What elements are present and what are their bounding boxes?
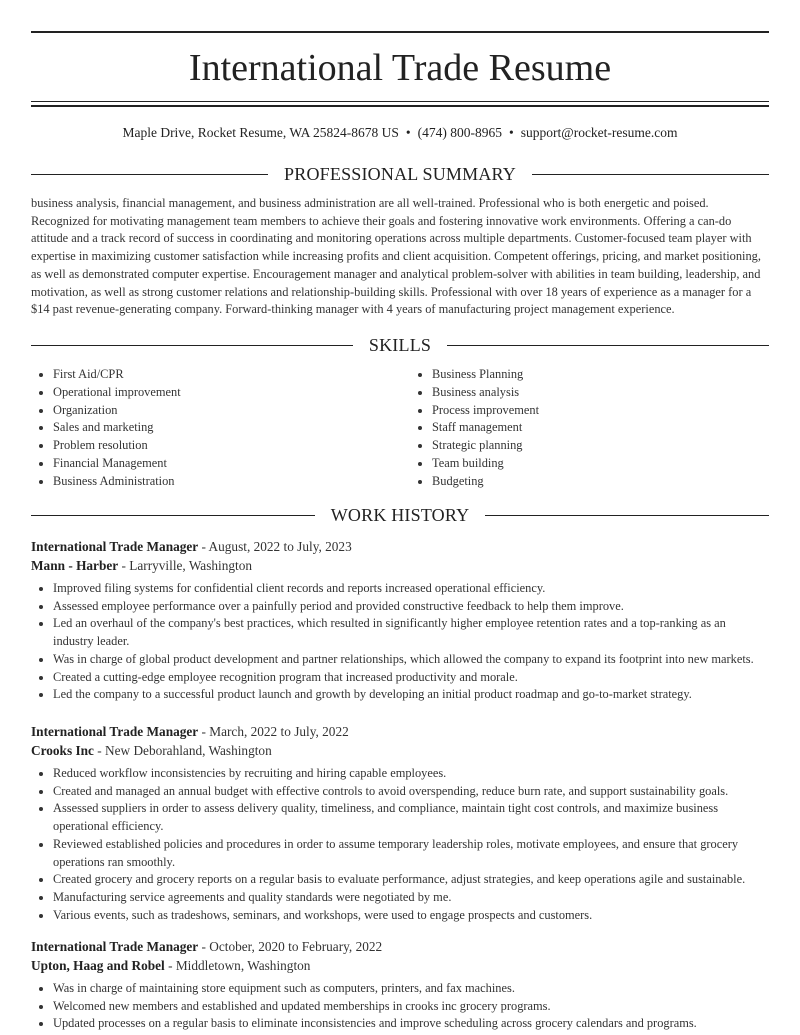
heading-rule-right [532,174,769,175]
skills-columns [31,366,769,491]
job-bullet: • Led an overhaul of the company's best practices, which resulted in significantly higher employee retention rates and a top-ranking as an industry leader. [53,615,769,650]
job-title: International Trade Manager [31,939,199,954]
job-company: Upton, Haag and Robel [31,958,165,973]
job-entry [31,537,769,704]
job-bullet: • Created a cutting-edge employee recognition program that increased productivity and morale. [53,669,769,687]
job-title-line [31,537,769,556]
skill-item: • Process improvement [432,402,769,420]
skill-item: • Operational improvement [53,384,390,402]
section-heading-summary [31,163,769,185]
skill-item: • Business Administration [53,473,390,491]
job-dates: - March, 2022 to July, 2022 [198,724,349,739]
job-company: Crooks Inc [31,743,94,758]
job-company-line [31,741,769,760]
skill-item: • Organization [53,402,390,420]
skills-list-right [390,366,769,491]
contact-line [31,124,769,142]
job-company: Mann - Harber [31,558,119,573]
skill-item: • Problem resolution [53,437,390,455]
skill-item: • Business analysis [432,384,769,402]
skill-item: • Sales and marketing [53,419,390,437]
job-bullet: • Created grocery and grocery reports on a regular basis to evaluate performance, adjust strategies, and keep operations agile and sustainable. [53,871,769,889]
skills-list-left [31,366,390,491]
job-bullet: • Improved filing systems for confidential client records and reports increased operational efficiency. [53,580,769,598]
job-title-line [31,937,769,956]
top-rule [31,31,769,33]
job-dates: - October, 2020 to February, 2022 [198,939,383,954]
contact-separator: • [509,125,514,140]
summary-paragraph: business analysis, financial management, and business administration are all well-trained. Professional who is both energetic and poised. Recognized for motivating management team members to achieve their goals and fostering innovative work environments. Offering a can-do attitude and a track record of success in coordinating and monitoring operations across multiple departments. Customer-focused team player with expertise in maximizing customer satisfaction while increasing profits and client acquisition. Competent offerings, pricing, and market positioning, as well as demonstrated computer expertise. Encouragement manager and analytical problem-solver with abilities in team building, leadership, and motivation, as well as strong customer relations and relationship-building skills. Professional with over 18 years of experience as a manager for a $14 past revenue-generating company. Forward-thinking manager with 4 years of manufacturing project management experience. [31,196,761,317]
job-bullet: • Assessed suppliers in order to assess delivery quality, timeliness, and compliance, maintain tight cost controls, and maximize business operational efficiency. [53,800,769,835]
section-title: SKILLS [368,335,432,355]
job-bullet: • Was in charge of global product development and partner relationships, which allowed the company to expand its footprint into new markets. [53,651,769,669]
job-location: - Middletown, Washington [164,958,311,973]
skill-item: • Budgeting [432,473,769,491]
job-bullets [31,765,769,924]
resume-title: International Trade Resume [188,47,612,89]
skill-item: • Business Planning [432,366,769,384]
job-bullet: • Various events, such as tradeshows, seminars, and workshops, were used to engage prospects and customers. [53,907,769,925]
section-title: WORK HISTORY [330,505,470,525]
job-company-line [31,556,769,575]
heading-rule-left [31,515,315,516]
title-rule-thick [31,105,769,107]
skill-item: • First Aid/CPR [53,366,390,384]
job-bullets [31,580,769,704]
contact-phone: (474) 800-8965 [417,125,503,140]
heading-rule-left [31,345,353,346]
job-company-line [31,956,769,975]
job-bullet: • Was in charge of maintaining store equipment such as computers, printers, and fax machines. [53,980,769,998]
job-bullets [31,980,769,1033]
job-title: International Trade Manager [31,724,199,739]
contact-email: support@rocket-resume.com [520,125,678,140]
job-location: - New Deborahland, Washington [93,743,272,758]
title-rule-thin [31,101,769,102]
job-bullet: • Welcomed new members and established and updated memberships in crooks inc grocery programs. [53,998,769,1016]
skill-item: • Team building [432,455,769,473]
skill-item: • Staff management [432,419,769,437]
skill-item: • Financial Management [53,455,390,473]
heading-rule-left [31,174,268,175]
job-location: - Larryville, Washington [118,558,253,573]
job-dates: - August, 2022 to July, 2023 [198,539,352,554]
job-title-line [31,722,769,741]
job-bullet: • Created and managed an annual budget with effective controls to avoid overspending, reduce burn rate, and support sustainability goals. [53,783,769,801]
section-heading-skills [31,334,769,356]
job-title: International Trade Manager [31,539,199,554]
job-entry [31,722,769,924]
heading-rule-right [485,515,769,516]
contact-address: Maple Drive, Rocket Resume, WA 25824-8678 US [122,125,399,140]
job-bullet: • Assessed employee performance over a painfully period and provided constructive feedback to help them improve. [53,598,769,616]
job-bullet: • Reduced workflow inconsistencies by recruiting and hiring capable employees. [53,765,769,783]
section-title: PROFESSIONAL SUMMARY [284,164,516,184]
job-entry [31,937,769,1033]
job-bullet: • Updated processes on a regular basis to eliminate inconsistencies and improve scheduling across grocery calendars and programs. [53,1015,769,1033]
heading-rule-right [447,345,769,346]
job-bullet: • Led the company to a successful product launch and growth by developing an initial product roadmap and go-to-market strategy. [53,686,769,704]
skill-item: • Strategic planning [432,437,769,455]
job-bullet: • Manufacturing service agreements and quality standards were negotiated by me. [53,889,769,907]
contact-separator: • [405,125,411,140]
job-bullet: • Reviewed established policies and procedures in order to assume temporary leadership roles, motivate employees, and ensure that grocery operations ran smoothly. [53,836,769,871]
section-heading-work [31,504,769,526]
